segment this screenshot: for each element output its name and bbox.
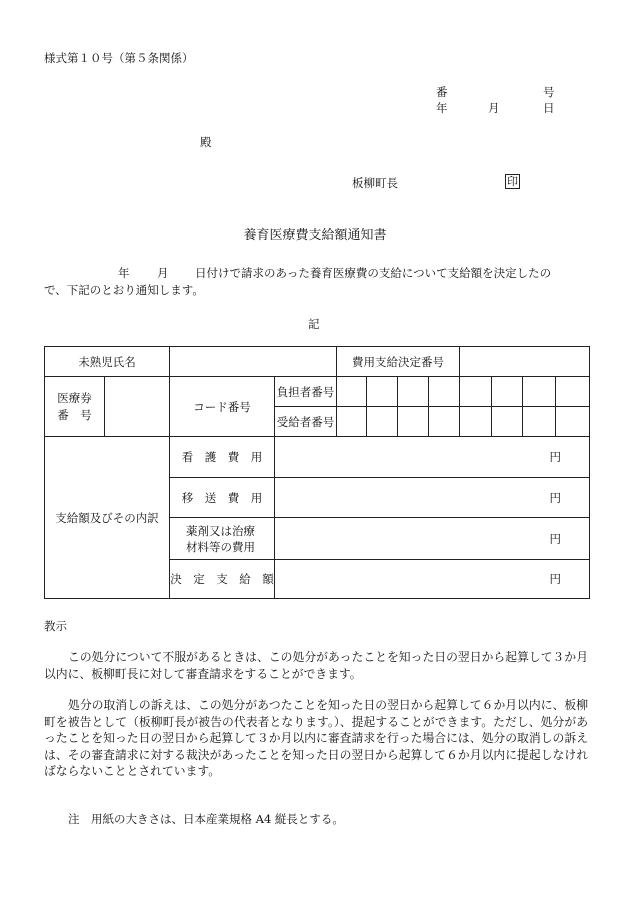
date-month: 月 xyxy=(488,101,500,115)
payer-number-label: 負担者番号 xyxy=(275,377,337,407)
notice-paragraph-2: 処分の取消しの訴えは、この処分があつたことを知った日の翌日から起算して６か月以内に、板柳町を被告として（板柳町長が被告の代表者となります。）、提起することができます。ただし、処分があったことを知った日の翌日から起算して３か月以内に審査請求を行った場合には、処分の取消しの訴えは、その審査請求に対する裁決があったことを知った日の翌日から起算して６か月以内に提起しなければならないこととされています。 xyxy=(44,698,588,779)
paper-size-note: 注 用紙の大きさは、日本産業規格 A4 縦長とする。 xyxy=(68,812,344,826)
date-day: 日 xyxy=(543,101,555,115)
recipient-digit-cell[interactable] xyxy=(337,407,367,437)
decision-number-value[interactable] xyxy=(460,347,590,377)
drug-fee-value[interactable]: 円 xyxy=(275,518,590,560)
recipient-digit-cell[interactable] xyxy=(367,407,398,437)
ki-label: 記 xyxy=(308,317,320,331)
payer-digit-cell[interactable] xyxy=(523,377,556,407)
issuer-name: 板柳町長 xyxy=(352,176,398,190)
intro-year: 年 xyxy=(118,266,130,280)
transfer-fee-label: 移 送 費 用 xyxy=(170,478,275,518)
nursing-fee-label: 看 護 費 用 xyxy=(170,437,275,478)
breakdown-label: 支給額及びその内訳 xyxy=(45,437,170,599)
intro-text: 日付けで請求のあった養育医療費の支給について支給額を決定したの xyxy=(195,266,552,280)
number-suffix: 号 xyxy=(543,85,555,99)
transfer-fee-value[interactable]: 円 xyxy=(275,478,590,518)
recipient-number-label: 受給者番号 xyxy=(275,407,337,437)
code-number-label: コード番号 xyxy=(170,377,275,437)
intro-text-line2: で、下記のとおり通知します。 xyxy=(44,283,204,297)
drug-fee-label: 薬剤又は治療 材料等の費用 xyxy=(170,518,275,560)
decision-number-label: 費用支給決定番号 xyxy=(337,347,460,377)
recipient-digit-cell[interactable] xyxy=(556,407,590,437)
ticket-number-label: 医療券 番 号 xyxy=(45,377,105,437)
notice-paragraph-1: この処分について不服があるときは、この処分があったことを知った日の翌日から起算して３か月以内に、板柳町長に対して審査請求をすることができます。 xyxy=(44,650,588,681)
payer-digit-cell[interactable] xyxy=(337,377,367,407)
infant-name-value[interactable] xyxy=(170,347,337,377)
payer-digit-cell[interactable] xyxy=(556,377,590,407)
number-label: 番 xyxy=(436,85,448,99)
recipient-digit-cell[interactable] xyxy=(429,407,460,437)
addressee-suffix: 殿 xyxy=(200,135,212,149)
recipient-digit-cell[interactable] xyxy=(492,407,523,437)
payment-table xyxy=(44,346,590,599)
payer-digit-cell[interactable] xyxy=(429,377,460,407)
decided-amount-label: 決 定 支 給 額 xyxy=(170,560,275,599)
recipient-digit-cell[interactable] xyxy=(523,407,556,437)
payer-digit-cell[interactable] xyxy=(398,377,429,407)
seal-mark: 印 xyxy=(507,175,518,188)
payer-digit-cell[interactable] xyxy=(460,377,492,407)
nursing-fee-value[interactable]: 円 xyxy=(275,437,590,478)
recipient-digit-cell[interactable] xyxy=(460,407,492,437)
form-number: 様式第１０号（第５条関係） xyxy=(44,51,194,65)
recipient-digit-cell[interactable] xyxy=(398,407,429,437)
intro-month: 月 xyxy=(157,266,169,280)
document-title: 養育医療費支給額通知書 xyxy=(243,228,387,243)
ticket-number-value[interactable] xyxy=(105,377,170,437)
notice-heading: 教示 xyxy=(44,619,67,633)
decided-amount-value[interactable]: 円 xyxy=(275,560,590,599)
infant-name-label: 未熟児氏名 xyxy=(45,347,170,377)
date-year: 年 xyxy=(436,101,448,115)
payer-digit-cell[interactable] xyxy=(492,377,523,407)
payer-digit-cell[interactable] xyxy=(367,377,398,407)
